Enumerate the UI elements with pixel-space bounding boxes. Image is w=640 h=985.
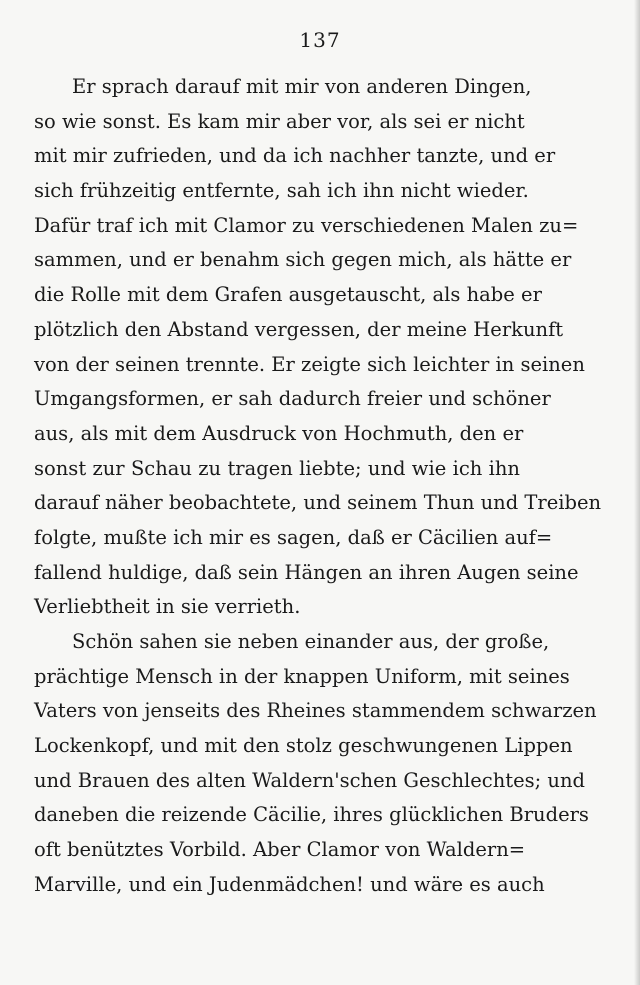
text-line: Umgangsformen, er sah dadurch freier und schöner (34, 387, 551, 411)
page-number: 137 (299, 28, 341, 52)
text-line: plötzlich den Abstand vergessen, der meine Herkunft (34, 317, 564, 341)
text-line: und Brauen des alten Waldern'schen Geschlechtes; und (34, 768, 586, 792)
text-line: folgte, mußte ich mir es sagen, daß er Cäcilien auf= (34, 525, 553, 549)
text-line: Schön sahen sie neben einander aus, der große, (72, 630, 550, 653)
paragraph-1 (34, 70, 602, 625)
text-line: sammen, und er benahm sich gegen mich, als hätte er (34, 248, 572, 272)
text-line: Er sprach darauf mit mir von anderen Dingen, (72, 75, 532, 98)
text-line: die Rolle mit dem Grafen ausgetauscht, als habe er (34, 283, 542, 307)
text-line: daneben die reizende Cäcilie, ihres glücklichen Bruders (34, 803, 589, 827)
text-line: Marville, und ein Judenmädchen! und wäre es auch (34, 872, 545, 896)
text-line: aus, als mit dem Ausdruck von Hochmuth, den er (34, 421, 524, 445)
text-line: mit mir zufrieden, und da ich nachher tanzte, und er (34, 144, 556, 168)
text-line: prächtige Mensch in der knappen Uniform, mit seines (34, 664, 570, 688)
text-line: sonst zur Schau zu tragen liebte; und wie ich ihn (34, 456, 520, 480)
text-line: Dafür traf ich mit Clamor zu verschiedenen Malen zu= (34, 213, 579, 237)
text-line: Lockenkopf, und mit den stolz geschwungenen Lippen (34, 734, 573, 758)
text-line: so wie sonst. Es kam mir aber vor, als sei er nicht (34, 109, 525, 133)
text-line: darauf näher beobachtete, und seinem Thun und Treiben (34, 491, 602, 515)
body-text (34, 70, 602, 903)
paragraph-2 (34, 625, 597, 903)
text-line: von der seinen trennte. Er zeigte sich leichter in seinen (34, 352, 585, 376)
page-edge-shadow (634, 0, 640, 985)
text-line: sich frühzeitig entfernte, sah ich ihn nicht wieder. (34, 179, 529, 203)
text-line: Vaters von jenseits des Rheines stammendem schwarzen (34, 699, 597, 723)
text-line: oft benütztes Vorbild. Aber Clamor von Waldern= (34, 838, 526, 862)
text-line: fallend huldige, daß sein Hängen an ihren Augen seine (34, 560, 579, 584)
text-line: Verliebtheit in sie verrieth. (34, 595, 301, 619)
